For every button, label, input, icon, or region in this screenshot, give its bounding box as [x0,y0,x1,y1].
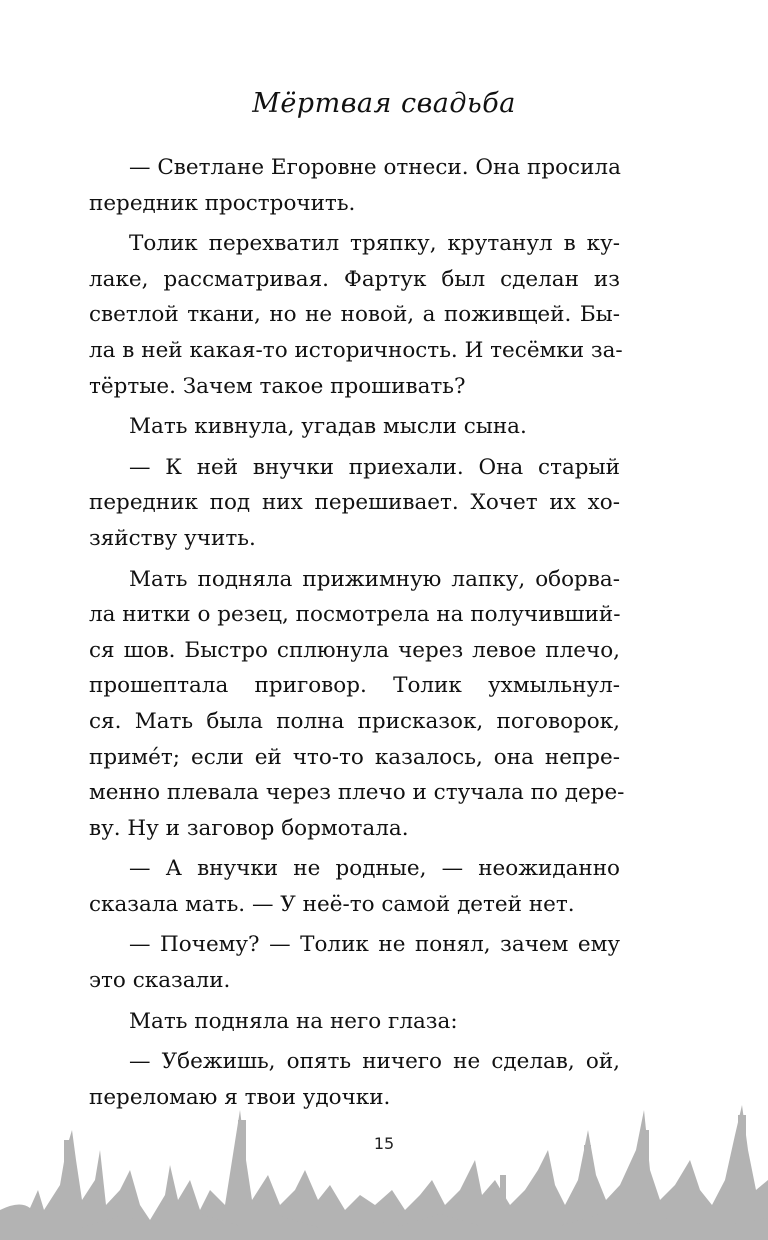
text-line: светлой ткани, но не новой, а поживщей. Бы- [89,302,620,328]
text-line: Мать подняла на него глаза: [129,1008,458,1034]
text-line: — Убежишь, опять ничего не сделав, ой, [129,1049,620,1075]
page-number: 15 [373,1134,395,1153]
text-line: передник прострочить. [89,190,356,216]
text-line: это сказали. [89,968,231,994]
text-line: сказала мать. — У неё-то самой детей нет. [89,891,575,917]
paragraph [89,927,620,998]
text-line: лаке, рассматривая. Фартук был сделан из [89,266,620,292]
text-line: — К ней внучки приехали. Она старый [129,454,620,480]
text-line: ся. Мать была полна присказок, поговорок, [89,708,620,734]
paragraph [89,226,623,404]
text-line: — Светлане Егоровне отнеси. Она просила [129,155,621,180]
paragraph [89,562,625,847]
paragraph [89,150,620,221]
body-text [89,150,625,1120]
paragraph [89,851,620,922]
text-line: ву. Ну и заговор бормотала. [89,815,409,841]
text-line: прошептала приговор. Толик ухмыльнул- [89,673,620,699]
text-line: Мать кивнула, угадав мысли сына. [129,414,527,440]
paragraph [89,409,620,445]
text-line: тёртые. Зачем такое прошивать? [89,373,466,399]
text-line: ла в ней какая-то историчность. И тесёмки за- [89,337,623,363]
running-head: Мёртвая свадьба [252,88,516,119]
text-line: менно плевала через плечо и стучала по дере- [89,780,625,806]
text-line: переломаю я твои удочки. [89,1084,391,1110]
text-line: ся шов. Быстро сплюнула через левое плечо, [89,637,620,663]
text-line: Толик перехватил тряпку, крутанул в ку- [129,231,620,257]
text-line: — А внучки не родные, — неожиданно [129,856,620,882]
paragraph [89,450,620,557]
text-line: передник под них перешивает. Хочет их хо- [89,490,620,516]
text-line: зяйству учить. [89,525,256,551]
paragraph [89,1004,620,1040]
grass-decoration [0,1090,768,1240]
text-line: примéт; если ей что-то казалось, она непре- [89,744,620,770]
text-line: Мать подняла прижимную лапку, оборва- [129,566,620,592]
text-line: — Почему? — Толик не понял, зачем ему [129,932,620,958]
text-line: ла нитки о резец, посмотрела на получивший- [89,602,621,628]
